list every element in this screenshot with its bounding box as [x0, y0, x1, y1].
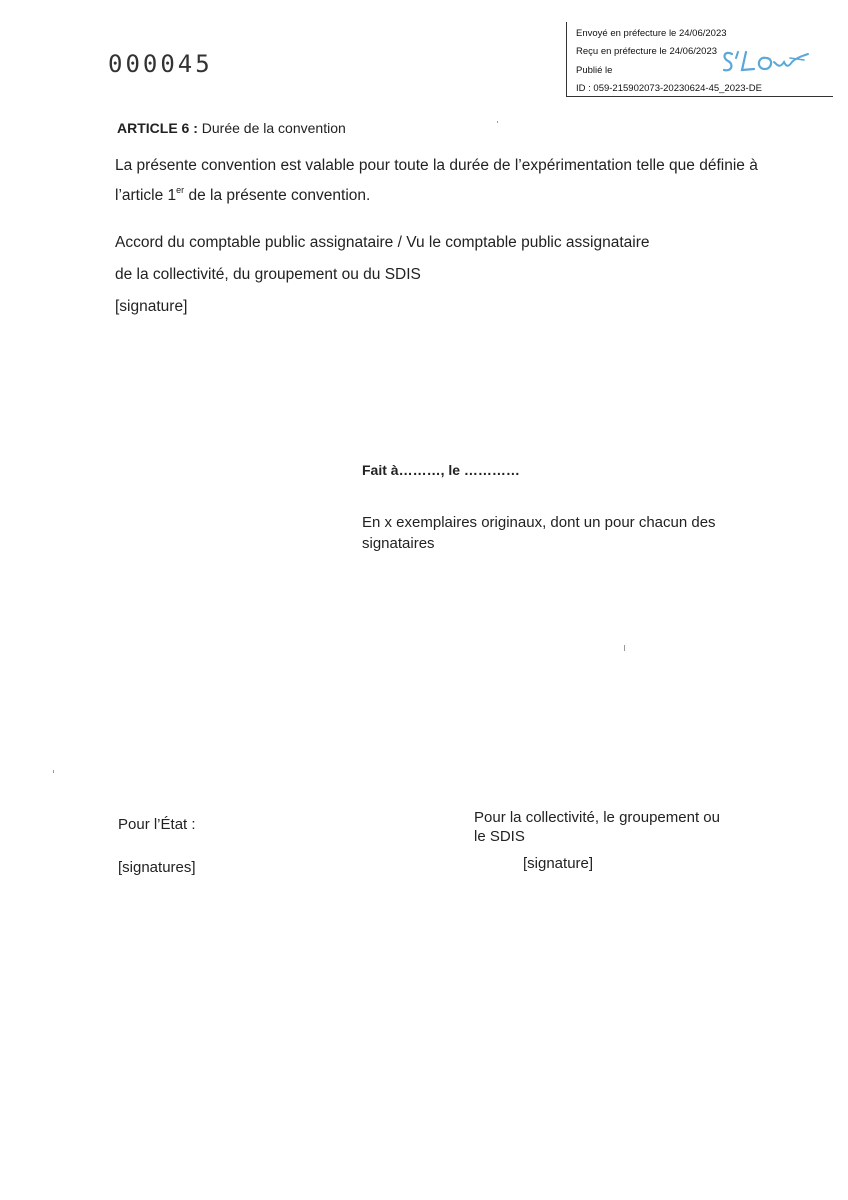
- published-label: Publié le: [576, 65, 613, 76]
- handwritten-initials: [718, 44, 814, 76]
- collectivity-signatory-label: Pour la collectivité, le groupement ou le SDIS: [474, 809, 720, 845]
- sent-date: Envoyé en préfecture le 24/06/2023: [576, 28, 727, 39]
- article-title: Durée de la convention: [201, 120, 346, 136]
- document-id: ID : 059-215902073-20230624-45_2023-DE: [576, 83, 762, 94]
- article-number: ARTICLE 6 :: [117, 120, 198, 136]
- received-date: Reçu en préfecture le 24/06/2023: [576, 46, 718, 57]
- article-heading: [117, 120, 346, 136]
- accountant-signature: [signature]: [115, 298, 188, 315]
- collectivity-signature: [signature]: [523, 855, 594, 872]
- scan-speck: [53, 770, 54, 773]
- article-body-text: La présente convention est valable pour toute la durée de l’expérimentation telle que définie à l’article 1: [115, 157, 758, 204]
- state-signatory-label: Pour l’État :: [118, 816, 196, 833]
- copies-statement: En x exemplaires originaux, dont un pour chacun des signataires: [362, 514, 716, 552]
- accountant-approval-line: Accord du comptable public assignataire / Vu le comptable public assignataire: [115, 234, 650, 251]
- article-body: [115, 154, 775, 208]
- scan-speck: [624, 645, 625, 651]
- place-date-line: Fait à………, le …………: [362, 462, 520, 478]
- ordinal-superscript: er: [176, 185, 185, 195]
- scan-speck: [497, 121, 498, 123]
- article-body-end: de la présente convention.: [184, 187, 371, 204]
- state-signatures: [signatures]: [118, 859, 196, 876]
- document-number-stamp: 000045: [108, 50, 213, 78]
- accountant-entity-line: de la collectivité, du groupement ou du SDIS: [115, 266, 421, 283]
